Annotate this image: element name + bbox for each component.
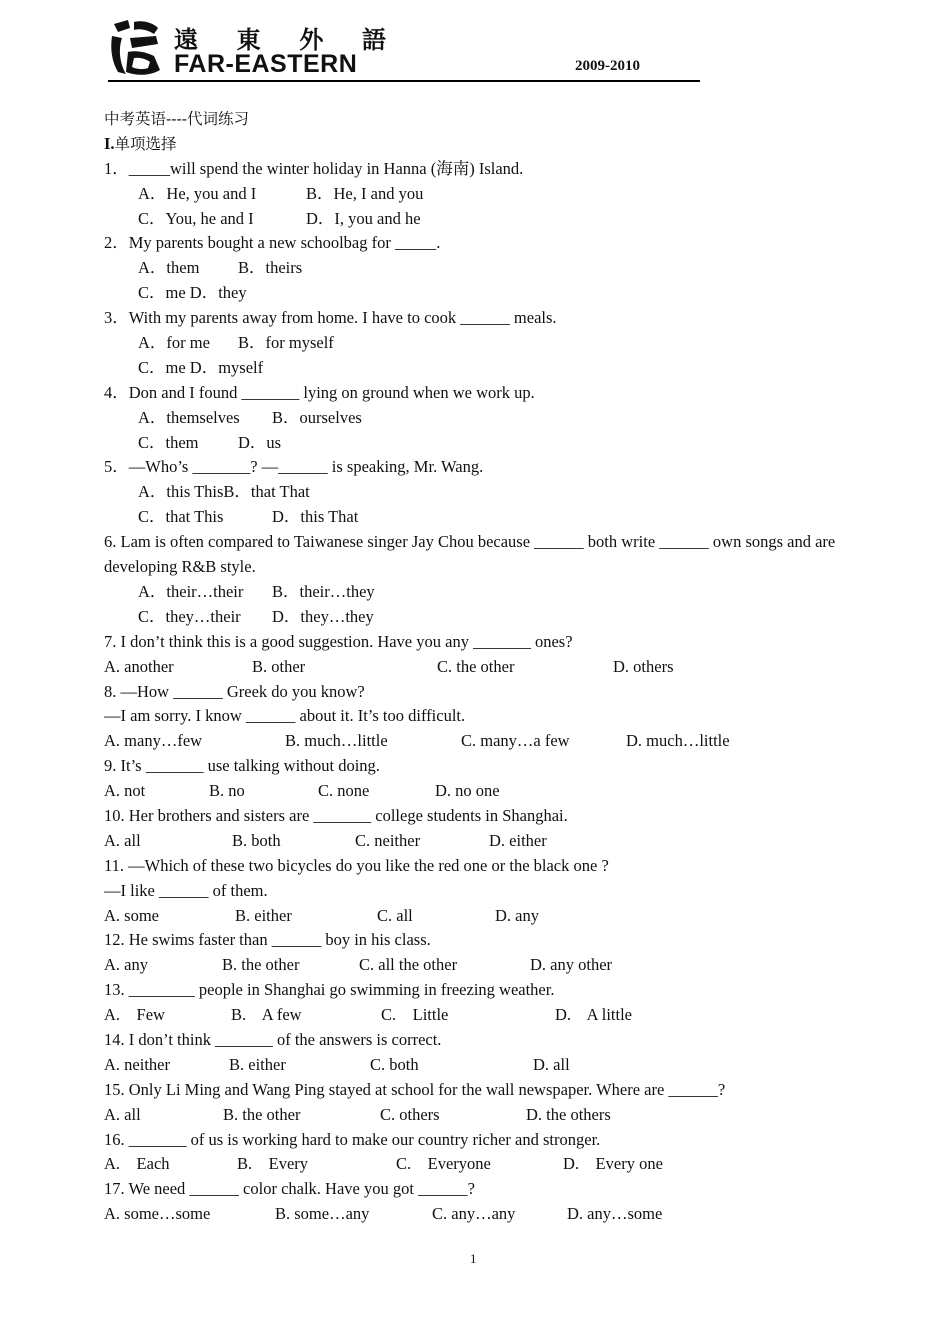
option: A. not [104,781,146,801]
option: C．that This [138,507,224,527]
option: C．they…their [138,606,241,626]
page-header [108,14,700,84]
question-stem: 17. We need ______ color chalk. Have you got ______? [104,1179,475,1199]
question-options [104,182,864,207]
question-options: C．me D．myself [138,357,264,377]
option: B．ourselves [272,407,362,427]
option: C. both [370,1054,419,1074]
question-stem: 2．My parents bought a new schoolbag for _____. [104,233,441,253]
option: A. another [104,656,174,676]
option: C. all [377,905,413,925]
option: B．theirs [238,258,303,278]
option: B．He, I and you [306,183,424,203]
option: B. either [229,1054,286,1074]
option: B. no [209,781,245,801]
option: D. any [495,905,539,925]
option: A．themselves [138,407,240,427]
option: B. either [235,905,292,925]
option: C. all the other [359,955,458,975]
option: B. much…little [285,731,388,751]
exercise-content [104,107,864,1227]
option: D. others [613,656,674,676]
option: D. much…little [626,731,730,751]
question-stem: 15. Only Li Ming and Wang Ping stayed at school for the wall newspaper. Where are ______? [104,1079,726,1099]
question-options [104,1202,864,1227]
question-stem: 14. I don’t think _______ of the answers is correct. [104,1029,442,1049]
question-options [104,431,864,456]
option: C. none [318,781,370,801]
option: A．for me [138,333,210,353]
option: B．for myself [238,333,334,353]
option: D. Every one [563,1154,663,1174]
option: C. the other [437,656,515,676]
header-rule [108,80,700,82]
question-options: A．this ThisB．that That [138,482,310,502]
option: A. many…few [104,731,203,751]
far-eastern-logo-icon [108,16,164,78]
question-options [104,1103,864,1128]
question-options [104,256,864,281]
option: D. A little [555,1005,633,1025]
option: D. no one [435,781,500,801]
question-options [104,779,864,804]
option: B. both [232,830,281,850]
question-options [104,605,864,630]
option: D．I, you and he [306,208,421,228]
question-options [104,1053,864,1078]
option: B. Every [237,1154,309,1174]
option: B. the other [222,955,300,975]
option: D. either [489,830,547,850]
option: A. Each [104,1154,170,1174]
question-options [104,207,864,232]
option: D. all [533,1054,570,1074]
question-stem: 1．_____will spend the winter holiday in Hanna (海南) Island. [104,158,524,178]
option: D. any…some [567,1204,663,1224]
question-stem: 12. He swims faster than ______ boy in his class. [104,930,431,950]
option: A. some [104,905,159,925]
question-options [104,1152,864,1177]
question-stem: 16. _______ of us is working hard to make our country richer and stronger. [104,1129,601,1149]
option: C. Little [381,1005,449,1025]
question-reply: —I am sorry. I know ______ about it. It’s too difficult. [104,706,466,726]
question-options [104,505,864,530]
logo-chinese-name: 遠 東 外 語 [174,26,386,54]
question-stem: 7. I don’t think this is a good suggestion. Have you any _______ ones? [104,631,573,651]
question-stem: 13. ________ people in Shanghai go swimming in freezing weather. [104,980,555,1000]
option: A. all [104,1104,141,1124]
question-stem: 11. —Which of these two bicycles do you like the red one or the black one ? [104,855,609,875]
option: B. the other [223,1104,301,1124]
option: C. others [380,1104,440,1124]
option: A．He, you and I [138,183,257,203]
question-options: C．me D．they [138,283,247,303]
option: D．they…they [272,606,374,626]
option: C. neither [355,830,421,850]
option: A. some…some [104,1204,211,1224]
option: A. neither [104,1054,170,1074]
option: C. many…a few [461,731,570,751]
question-options [104,953,864,978]
option: C．them [138,432,199,452]
option: B. other [252,656,306,676]
question-stem: 10. Her brothers and sisters are _______ college students in Shanghai. [104,805,568,825]
question-stem: 9. It’s _______ use talking without doing. [104,756,380,776]
school-year: 2009-2010 [575,58,640,74]
question-reply: —I like ______ of them. [104,880,268,900]
question-options [104,829,864,854]
option: B. some…any [275,1204,370,1224]
question-options [104,1003,864,1028]
question-options [104,904,864,929]
question-options [104,406,864,431]
option: D．us [238,432,282,452]
question-options [104,331,864,356]
option: D. any other [530,955,613,975]
option: A．their…their [138,581,244,601]
question-options [104,655,864,680]
question-options [104,729,864,754]
option: A．them [138,258,200,278]
question-options [104,580,864,605]
logo-english-name: FAR-EASTERN [174,50,358,78]
option: A. any [104,955,148,975]
question-stem: 5．—Who’s _______? —______ is speaking, Mr. Wang. [104,457,484,477]
option: A. all [104,830,141,850]
option: B. A few [231,1005,302,1025]
question-stem: 6. Lam is often compared to Taiwanese singer Jay Chou because ______ both write ______ own songs and are developing R&B style. [104,532,836,577]
option: D．this That [272,507,359,527]
page-number: 1 [470,1251,477,1266]
question-stem: 3．With my parents away from home. I have to cook ______ meals. [104,308,557,328]
option: D. the others [526,1104,611,1124]
doc-title: 中考英语----代词练习 [104,110,249,128]
section-heading: I.单项选择 [104,133,177,153]
option: C. any…any [432,1204,516,1224]
option: C．You, he and I [138,208,254,228]
option: B．their…they [272,581,375,601]
question-stem: 8. —How ______ Greek do you know? [104,681,365,701]
option: A. Few [104,1005,165,1025]
question-stem: 4．Don and I found _______ lying on ground when we work up. [104,382,535,402]
option: C. Everyone [396,1154,491,1174]
